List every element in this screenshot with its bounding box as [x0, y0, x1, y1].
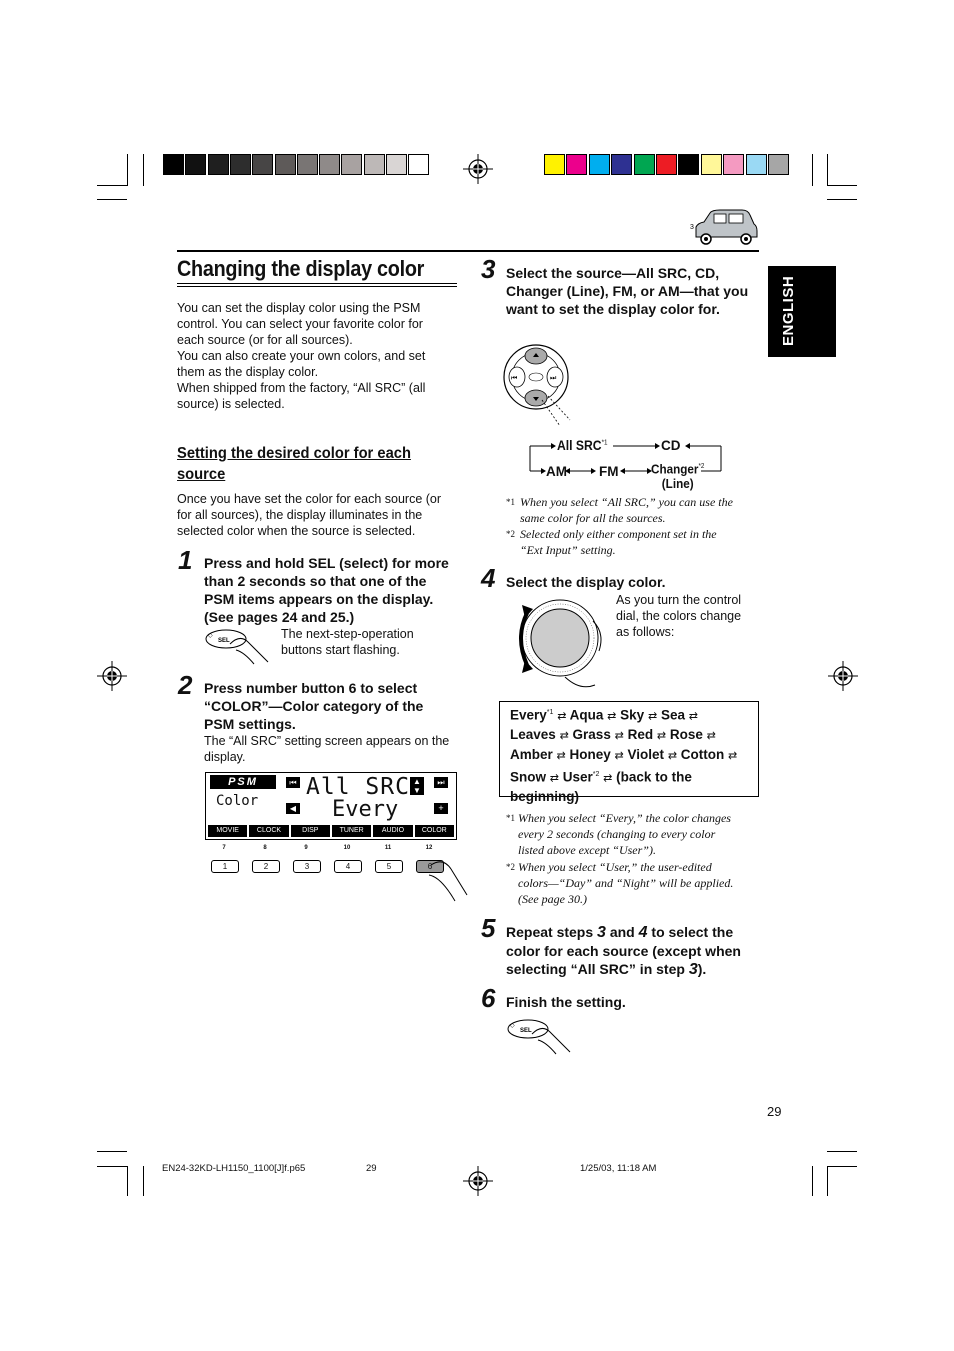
header-rule — [177, 250, 759, 252]
plus-icon: + — [434, 803, 448, 814]
number-button-2[interactable]: 2 — [252, 860, 280, 873]
skip-back-icon: ⏮ — [286, 777, 300, 788]
crop-mark — [827, 1166, 828, 1196]
footnote-mark: *1 — [506, 497, 515, 507]
color-violet: Violet — [627, 747, 665, 763]
crop-mark — [827, 185, 857, 186]
menu-item-audio: AUDIO — [373, 825, 412, 837]
registration-mark-icon — [828, 661, 858, 691]
title-underline — [177, 286, 457, 287]
footnote-line: every 2 seconds (changing to every color — [518, 827, 716, 841]
grayscale-swatch — [364, 154, 385, 175]
number-button-4[interactable]: 4 — [334, 860, 362, 873]
swap-arrows-icon: ⇄ — [667, 750, 678, 763]
grayscale-swatch — [408, 154, 429, 175]
step-number: 5 — [481, 913, 496, 943]
number-button-secondary-label: 12 — [425, 845, 433, 851]
finger-press-icon — [425, 855, 470, 903]
step-line: Select the source—All SRC, CD, — [506, 265, 720, 281]
crop-mark — [127, 154, 128, 186]
color-swatch — [566, 154, 587, 175]
menu-item-movie: MOVIE — [208, 825, 247, 837]
crop-mark — [97, 1151, 127, 1152]
crop-mark — [827, 154, 828, 186]
color-user: User — [562, 769, 593, 785]
step-2-note — [204, 733, 449, 765]
swap-arrows-icon: ⇄ — [656, 730, 667, 743]
crop-mark — [143, 1166, 144, 1196]
swap-arrows-icon: ⇄ — [603, 772, 613, 785]
color-grass: Grass — [572, 727, 611, 743]
footnote-line: “Ext Input” setting. — [520, 543, 616, 557]
subintro-line: Once you have set the color for each source (or — [177, 492, 442, 506]
crop-mark — [97, 1166, 127, 1167]
display-category: Color — [216, 793, 259, 809]
number-button-secondary-label: 11 — [384, 845, 392, 851]
source-changer — [651, 459, 704, 491]
swap-arrows-icon: ⇄ — [607, 710, 617, 723]
step-5-instruction — [506, 923, 766, 979]
subsection-paragraph — [177, 491, 462, 539]
note-line: As you turn the control — [616, 593, 742, 607]
step-line: Press number button 6 to select — [204, 680, 418, 696]
step-4-instruction: Select the display color. — [506, 574, 666, 590]
grayscale-swatch — [252, 154, 273, 175]
footnote-mark: *2 — [506, 862, 515, 872]
svg-text:⏮: ⏮ — [511, 374, 518, 382]
number-button-secondary-label: 8 — [263, 845, 267, 851]
step-number: 3 — [481, 254, 496, 284]
source-cd: CD — [661, 438, 681, 453]
grayscale-swatch — [208, 154, 229, 175]
grayscale-swatch — [163, 154, 184, 175]
sel-button-label: SEL — [218, 638, 230, 644]
step-ref: 3 — [688, 961, 698, 978]
number-button-6[interactable]: 6 — [416, 860, 444, 873]
color-back-note: beginning) — [510, 789, 579, 805]
source-fm: FM — [599, 464, 619, 479]
note-line: The next-step-operation — [281, 627, 414, 641]
color-sea: Sea — [660, 707, 685, 723]
color-swatch — [589, 154, 610, 175]
control-dial-icon — [505, 593, 610, 693]
footnote-mark: *2 — [592, 770, 600, 778]
source-all-src-label: All SRC — [557, 438, 602, 453]
source-changer-line: (Line) — [661, 476, 694, 492]
footnote-line: listed above except “User”). — [518, 843, 656, 857]
note-line: buttons start flashing. — [281, 643, 400, 657]
footnote-line: When you select “User,” the user-edited — [518, 860, 712, 874]
registration-mark-icon — [463, 1166, 493, 1196]
color-swatch — [611, 154, 632, 175]
step-line: PSM settings. — [204, 716, 296, 732]
footnote-line: When you select “All SRC,” you can use the — [520, 495, 733, 509]
title-underline — [177, 283, 457, 284]
swap-arrows-icon: ⇄ — [614, 750, 624, 763]
registration-mark-icon — [463, 154, 493, 184]
subheading-line: Setting the desired color for each — [177, 445, 411, 462]
number-button-1[interactable]: 1 — [211, 860, 239, 873]
step-2-instruction — [204, 679, 464, 733]
svg-text:⏭: ⏭ — [550, 374, 557, 382]
step-3-instruction — [506, 264, 766, 318]
swap-arrows-icon: ⇄ — [728, 750, 738, 763]
step-1-note — [281, 626, 414, 658]
print-footer-file: EN24-32KD-LH1150_1100[J]f.p65 — [162, 1163, 306, 1174]
step-6-instruction: Finish the setting. — [506, 994, 626, 1010]
footnote-line: Selected only either component set in the — [520, 527, 717, 541]
note-line: The “All SRC” setting screen appears on the — [204, 734, 450, 748]
step-line: want to set the display color for. — [506, 301, 720, 317]
color-snow: Snow — [510, 769, 546, 785]
sel-button-label: SEL — [520, 1028, 532, 1034]
grayscale-swatch — [386, 154, 407, 175]
number-button-3[interactable]: 3 — [293, 860, 321, 873]
menu-item-disp: DISP — [291, 825, 330, 837]
swap-arrows-icon: ⇄ — [556, 750, 566, 763]
registration-mark-icon — [97, 661, 127, 691]
footnote-line: When you select “Every,” the color changes — [518, 811, 731, 825]
grayscale-swatch — [319, 154, 340, 175]
swap-arrows-icon: ⇄ — [557, 710, 567, 723]
source-changer-label: Changer — [651, 461, 699, 477]
step-text: and — [605, 924, 639, 940]
section-subheading — [177, 443, 453, 485]
footnote-mark: *1 — [506, 813, 515, 823]
sel-button-press-icon — [204, 626, 272, 666]
source-all-src — [557, 438, 608, 453]
footnote-mark: *2 — [506, 529, 515, 539]
up-down-icon: ▲ ▼ — [410, 777, 424, 795]
footnote-line: colors—“Day” and “Night” will be applied. — [518, 876, 734, 890]
footnotes-sources — [506, 494, 766, 558]
print-footer-date: 1/25/03, 11:18 AM — [580, 1163, 657, 1174]
menu-item-color: COLOR — [415, 825, 454, 837]
psm-badge: PSM — [210, 775, 276, 789]
step-line: Press and hold SEL (select) for more — [204, 555, 449, 571]
footnote-mark: *1 — [546, 709, 554, 716]
color-sequence-box — [499, 701, 759, 805]
crop-mark — [143, 154, 144, 186]
footnote-mark: *2 — [698, 463, 705, 470]
footnotes-colors — [506, 810, 766, 907]
display-line-2: Every — [332, 797, 399, 822]
color-red: Red — [627, 727, 654, 743]
skip-forward-icon: ⏭ — [434, 777, 448, 788]
step-text: selecting “All SRC” in step — [506, 961, 689, 977]
footnote-line: (See page 30.) — [518, 892, 587, 906]
number-button-secondary-label: 7 — [222, 845, 226, 851]
swap-arrows-icon: ⇄ — [688, 710, 698, 723]
grayscale-swatch — [341, 154, 362, 175]
source-am: AM — [546, 464, 567, 479]
step-ref: 4 — [638, 924, 648, 941]
intro-line: You can set the display color using the PSM — [177, 301, 421, 315]
note-line: as follows: — [616, 625, 675, 639]
color-leaves: Leaves — [510, 727, 556, 743]
color-cotton: Cotton — [680, 747, 725, 763]
psm-menu-bar — [206, 825, 456, 837]
footnote-line: same color for all the sources. — [520, 511, 666, 525]
color-honey: Honey — [569, 747, 611, 763]
grayscale-swatch — [297, 154, 318, 175]
language-tab — [768, 266, 836, 357]
swap-arrows-icon: ⇄ — [706, 730, 716, 743]
crop-mark — [812, 154, 813, 186]
color-amber: Amber — [510, 747, 553, 763]
intro-line: control. You can select your favorite color for — [177, 317, 423, 331]
crop-mark — [827, 1166, 857, 1167]
step-ref: 3 — [597, 924, 606, 941]
grayscale-swatch — [185, 154, 206, 175]
intro-paragraph — [177, 300, 462, 412]
grayscale-swatch — [275, 154, 296, 175]
step-number: 1 — [178, 545, 193, 575]
intro-line: When shipped from the factory, “All SRC” (all — [177, 381, 426, 395]
color-aqua: Aqua — [569, 707, 604, 723]
swap-arrows-icon: ⇄ — [614, 730, 624, 743]
svg-text:◇: ◇ — [510, 1023, 515, 1029]
menu-item-clock: CLOCK — [249, 825, 288, 837]
color-back-note: (back to the — [616, 769, 692, 785]
print-footer-page: 29 — [366, 1163, 377, 1174]
subheading-line: source — [177, 466, 226, 483]
step-text: Repeat steps — [506, 924, 598, 940]
step-line: Changer (Line), FM, or AM—that you — [506, 283, 749, 299]
left-arrow-icon: ◀ — [286, 803, 300, 814]
intro-line: each source (or for all sources). — [177, 333, 353, 347]
number-button-secondary-label: 9 — [304, 845, 308, 851]
intro-line: You can also create your own colors, and set — [177, 349, 426, 363]
color-swatch — [678, 154, 699, 175]
crop-mark — [127, 1166, 128, 1196]
step-4-note — [616, 592, 741, 640]
number-button-secondary-label: 10 — [343, 845, 351, 851]
subintro-line: selected color when the source is selected. — [177, 524, 416, 538]
note-line: dial, the colors change — [616, 609, 742, 623]
swap-arrows-icon: ⇄ — [559, 730, 569, 743]
svg-text:3: 3 — [690, 224, 694, 231]
intro-line: them as the display color. — [177, 365, 319, 379]
step-text: ). — [697, 961, 707, 977]
sel-button-press-icon — [506, 1016, 574, 1056]
color-swatch — [768, 154, 789, 175]
color-swatch — [634, 154, 655, 175]
crop-mark — [97, 199, 127, 200]
step-line: (See pages 24 and 25.) — [204, 609, 355, 625]
color-swatch — [656, 154, 677, 175]
page-title: Changing the display color — [177, 256, 425, 281]
color-swatch — [544, 154, 565, 175]
step-line: PSM items appears on the display. — [204, 591, 434, 607]
step-number: 2 — [178, 670, 193, 700]
svg-text:◇: ◇ — [208, 633, 213, 639]
footnote-mark: *1 — [601, 439, 608, 447]
step-line: than 2 seconds so that one of the — [204, 573, 427, 589]
step-text: to select the — [647, 924, 734, 940]
menu-item-tuner: TUNER — [332, 825, 371, 837]
control-pad-icon — [500, 340, 580, 430]
intro-line: source) is selected. — [177, 397, 285, 411]
step-1-instruction — [204, 554, 464, 626]
page-number: 29 — [767, 1104, 782, 1119]
step-number: 6 — [481, 983, 496, 1013]
number-button-5[interactable]: 5 — [375, 860, 403, 873]
crop-mark — [827, 1151, 857, 1152]
display-line-1: All SRC — [306, 774, 410, 800]
step-line: “COLOR”—Color category of the — [204, 698, 424, 714]
crop-mark — [827, 199, 857, 200]
color-every: Every — [510, 707, 547, 723]
note-line: display. — [204, 750, 246, 764]
color-swatch — [701, 154, 722, 175]
color-swatch — [723, 154, 744, 175]
car-icon — [690, 207, 760, 249]
color-rose: Rose — [669, 727, 703, 743]
grayscale-swatch — [230, 154, 251, 175]
crop-mark — [97, 185, 127, 186]
language-tab-label: ENGLISH — [780, 275, 797, 346]
crop-mark — [812, 1166, 813, 1196]
swap-arrows-icon: ⇄ — [549, 772, 559, 785]
color-sky: Sky — [620, 707, 645, 723]
step-number: 4 — [481, 563, 496, 593]
subintro-line: for all sources), the display illuminates in the — [177, 508, 423, 522]
swap-arrows-icon: ⇄ — [647, 710, 658, 723]
color-swatch — [746, 154, 767, 175]
lcd-display-illustration — [205, 772, 457, 840]
step-line: color for each source (except when — [506, 943, 741, 959]
